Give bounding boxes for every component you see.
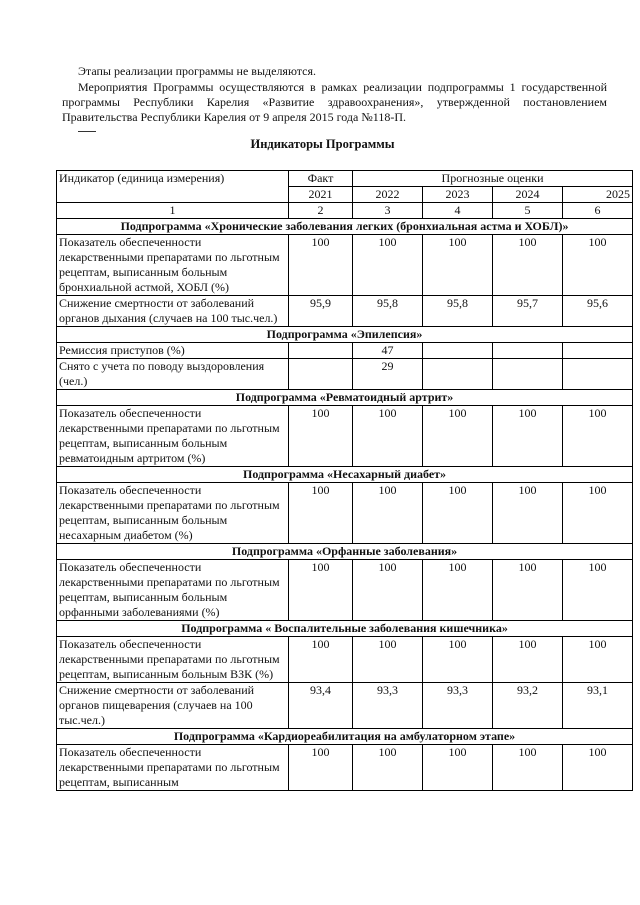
subprogram-header-row <box>57 327 633 343</box>
indicator-label: Снято с учета по поводу выздоровления (чел.) <box>57 359 289 390</box>
indicator-value: 100 <box>563 483 633 544</box>
indicator-row <box>57 343 633 359</box>
indicators-table <box>56 170 633 791</box>
indicator-value: 93,2 <box>493 683 563 729</box>
indicator-value: 100 <box>289 483 353 544</box>
indicator-value: 100 <box>563 637 633 683</box>
indicator-value: 95,6 <box>563 296 633 327</box>
indicator-row <box>57 296 633 327</box>
indicator-value: 100 <box>289 637 353 683</box>
header-indicator: Индикатор (единица измерения) <box>57 171 289 203</box>
subprogram-title: Подпрограмма «Орфанные заболевания» <box>57 544 633 560</box>
indicator-value: 100 <box>563 235 633 296</box>
indicator-value: 100 <box>289 406 353 467</box>
indicator-label: Показатель обеспеченности лекарственными препаратами по льготным рецептам, выписанным больным несахарным диабетом (%) <box>57 483 289 544</box>
header-row <box>57 171 633 187</box>
indicator-row <box>57 683 633 729</box>
indicator-row <box>57 406 633 467</box>
header-year: 2021 <box>289 187 353 203</box>
indicator-value <box>289 343 353 359</box>
indicator-label: Показатель обеспеченности лекарственными препаратами по льготным рецептам, выписанным больным ВЗК (%) <box>57 637 289 683</box>
indicator-value: 100 <box>493 745 563 791</box>
indicator-value: 29 <box>353 359 423 390</box>
subprogram-header-row <box>57 219 633 235</box>
indicator-value <box>423 343 493 359</box>
indicator-value: 100 <box>493 637 563 683</box>
indicator-value: 100 <box>353 483 423 544</box>
subprogram-header-row <box>57 467 633 483</box>
indicator-row <box>57 560 633 621</box>
indicator-value <box>563 359 633 390</box>
subprogram-header-row <box>57 544 633 560</box>
subprogram-header-row <box>57 621 633 637</box>
indicator-value: 47 <box>353 343 423 359</box>
indicator-value <box>289 359 353 390</box>
indicator-value: 100 <box>353 745 423 791</box>
indicator-value <box>493 359 563 390</box>
subprogram-header-row <box>57 390 633 406</box>
intro-stages-text: Этапы реализации программы не выделяются. <box>78 64 316 78</box>
indicator-value: 100 <box>423 637 493 683</box>
header-year: 2022 <box>353 187 423 203</box>
header-forecast: Прогнозные оценки <box>353 171 633 187</box>
subprogram-title: Подпрограмма «Ревматоидный артрит» <box>57 390 633 406</box>
indicator-value: 93,1 <box>563 683 633 729</box>
indicator-value: 100 <box>493 235 563 296</box>
indicator-label: Снижение смертности от заболеваний органов пищеварения (случаев на 100 тыс.чел.) <box>57 683 289 729</box>
separator-dash <box>78 131 96 132</box>
indicator-row <box>57 637 633 683</box>
indicator-row <box>57 745 633 791</box>
indicator-value: 95,7 <box>493 296 563 327</box>
indicator-value: 100 <box>289 745 353 791</box>
indicators-title: Индикаторы Программы <box>250 137 395 151</box>
indicator-value: 93,4 <box>289 683 353 729</box>
column-number: 5 <box>493 203 563 219</box>
subprogram-title: Подпрограмма «Кардиореабилитация на амбулаторном этапе» <box>57 729 633 745</box>
indicator-value: 100 <box>289 560 353 621</box>
indicator-value: 95,9 <box>289 296 353 327</box>
indicator-value: 100 <box>353 560 423 621</box>
indicator-row <box>57 483 633 544</box>
indicator-value <box>493 343 563 359</box>
subprogram-header-row <box>57 729 633 745</box>
column-number: 4 <box>423 203 493 219</box>
column-number: 1 <box>57 203 289 219</box>
indicator-value: 100 <box>563 745 633 791</box>
indicator-value: 100 <box>423 235 493 296</box>
indicator-label: Показатель обеспеченности лекарственными препаратами по льготным рецептам, выписанным больным ревматоидным артритом (%) <box>57 406 289 467</box>
subprogram-title: Подпрограмма « Воспалительные заболевания кишечника» <box>57 621 633 637</box>
subprogram-title: Подпрограмма «Эпилепсия» <box>57 327 633 343</box>
indicator-value: 100 <box>423 483 493 544</box>
indicator-value: 100 <box>423 745 493 791</box>
column-numbers-row <box>57 203 633 219</box>
intro-activities-text: Мероприятия Программы осуществляются в рамках реализации подпрограммы 1 государственной программы Республики Карелия «Развитие здравоохранения», утвержденной постановлением Правительства Республики Карелия от 9 апреля 2015 года №118-П. <box>62 80 607 124</box>
indicator-value: 95,8 <box>353 296 423 327</box>
indicator-value: 93,3 <box>353 683 423 729</box>
indicator-value: 95,8 <box>423 296 493 327</box>
header-year: 2023 <box>423 187 493 203</box>
column-number: 2 <box>289 203 353 219</box>
subprogram-title: Подпрограмма «Хронические заболевания легких (бронхиальная астма и ХОБЛ)» <box>57 219 633 235</box>
indicator-label: Показатель обеспеченности лекарственными препаратами по льготным рецептам, выписанным больным орфанными заболеваниями (%) <box>57 560 289 621</box>
indicator-value: 93,3 <box>423 683 493 729</box>
indicator-value: 100 <box>289 235 353 296</box>
indicator-value: 100 <box>423 406 493 467</box>
indicator-label: Показатель обеспеченности лекарственными препаратами по льготным рецептам, выписанным больным бронхиальной астмой, ХОБЛ (%) <box>57 235 289 296</box>
header-year: 2024 <box>493 187 563 203</box>
indicator-value: 100 <box>423 560 493 621</box>
indicator-value: 100 <box>353 406 423 467</box>
column-number: 3 <box>353 203 423 219</box>
column-number: 6 <box>563 203 633 219</box>
indicator-value: 100 <box>563 560 633 621</box>
indicator-label: Ремиссия приступов (%) <box>57 343 289 359</box>
indicator-label: Показатель обеспеченности лекарственными препаратами по льготным рецептам, выписанным <box>57 745 289 791</box>
indicator-value <box>563 343 633 359</box>
header-year: 2025 <box>563 187 633 203</box>
indicator-value: 100 <box>493 406 563 467</box>
header-fact: Факт <box>289 171 353 187</box>
indicator-label: Снижение смертности от заболеваний органов дыхания (случаев на 100 тыс.чел.) <box>57 296 289 327</box>
subprogram-title: Подпрограмма «Несахарный диабет» <box>57 467 633 483</box>
indicator-value: 100 <box>493 483 563 544</box>
indicator-row <box>57 359 633 390</box>
indicator-value: 100 <box>563 406 633 467</box>
indicator-value: 100 <box>353 235 423 296</box>
indicator-value <box>423 359 493 390</box>
indicator-value: 100 <box>353 637 423 683</box>
indicator-row <box>57 235 633 296</box>
indicator-value: 100 <box>493 560 563 621</box>
